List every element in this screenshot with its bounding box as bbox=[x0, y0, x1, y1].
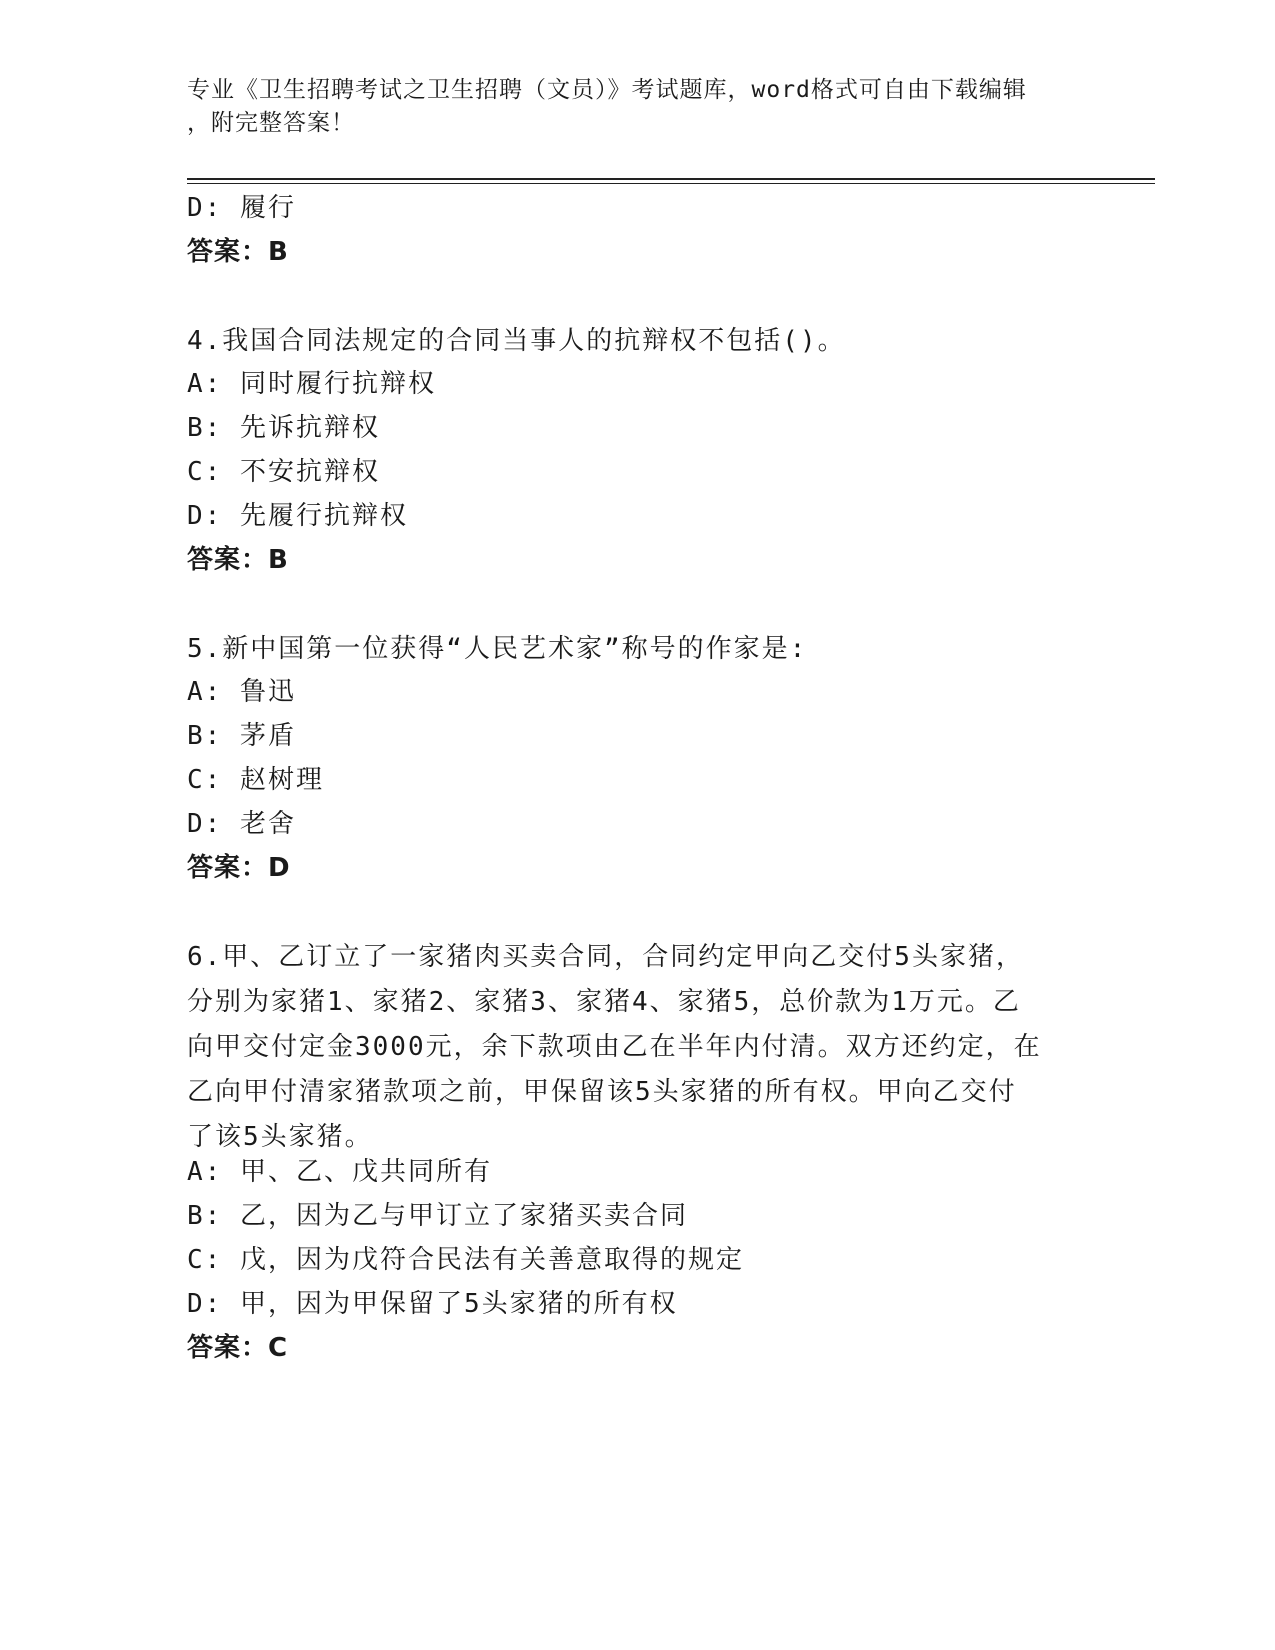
header-line-1: 专业《卫生招聘考试之卫生招聘（文员）》考试题库，word格式可自由下载编辑 bbox=[187, 77, 1027, 103]
header-divider-thin bbox=[187, 183, 1155, 184]
q5-option-c: C: 赵树理 bbox=[187, 765, 324, 795]
q6-stem-line: 6.甲、乙订立了一家猪肉买卖合同，合同约定甲向乙交付5头家猪， bbox=[187, 942, 1024, 972]
q3-answer: 答案：B bbox=[187, 237, 289, 267]
q4-option-c: C: 不安抗辩权 bbox=[187, 457, 380, 487]
q5-option-a: A: 鲁迅 bbox=[187, 677, 296, 707]
q5-answer: 答案：D bbox=[187, 853, 291, 883]
q6-option-d: D: 甲，因为甲保留了5头家猪的所有权 bbox=[187, 1289, 678, 1319]
q6-stem-line: 向甲交付定金3000元，余下款项由乙在半年内付清。双方还约定，在 bbox=[187, 1032, 1042, 1062]
q5-option-d: D: 老舍 bbox=[187, 809, 296, 839]
q6-stem-line: 乙向甲付清家猪款项之前，甲保留该5头家猪的所有权。甲向乙交付 bbox=[187, 1077, 1017, 1107]
q6-stem-line: 分别为家猪1、家猪2、家猪3、家猪4、家猪5，总价款为1万元。乙 bbox=[187, 987, 1021, 1017]
q6-option-b: B: 乙，因为乙与甲订立了家猪买卖合同 bbox=[187, 1201, 688, 1231]
header-divider-thick bbox=[187, 178, 1155, 180]
q6-stem-line: 了该5头家猪。 bbox=[187, 1122, 373, 1152]
q5-option-b: B: 茅盾 bbox=[187, 721, 296, 751]
q4-option-d: D: 先履行抗辩权 bbox=[187, 501, 408, 531]
q4-option-a: A: 同时履行抗辩权 bbox=[187, 369, 436, 399]
document-header bbox=[187, 74, 1067, 140]
q6-option-c: C: 戊，因为戊符合民法有关善意取得的规定 bbox=[187, 1245, 744, 1275]
q3-option-d: D: 履行 bbox=[187, 193, 296, 223]
header-line-2: ，附完整答案！ bbox=[187, 110, 355, 136]
q4-answer: 答案：B bbox=[187, 545, 289, 575]
q5-stem: 5.新中国第一位获得“人民艺术家”称号的作家是: bbox=[187, 634, 808, 664]
q6-stem bbox=[187, 935, 1087, 1160]
q6-answer: 答案：C bbox=[187, 1333, 289, 1363]
q4-stem: 4.我国合同法规定的合同当事人的抗辩权不包括()。 bbox=[187, 326, 846, 356]
q6-option-a: A: 甲、乙、戊共同所有 bbox=[187, 1157, 492, 1187]
q4-option-b: B: 先诉抗辩权 bbox=[187, 413, 380, 443]
